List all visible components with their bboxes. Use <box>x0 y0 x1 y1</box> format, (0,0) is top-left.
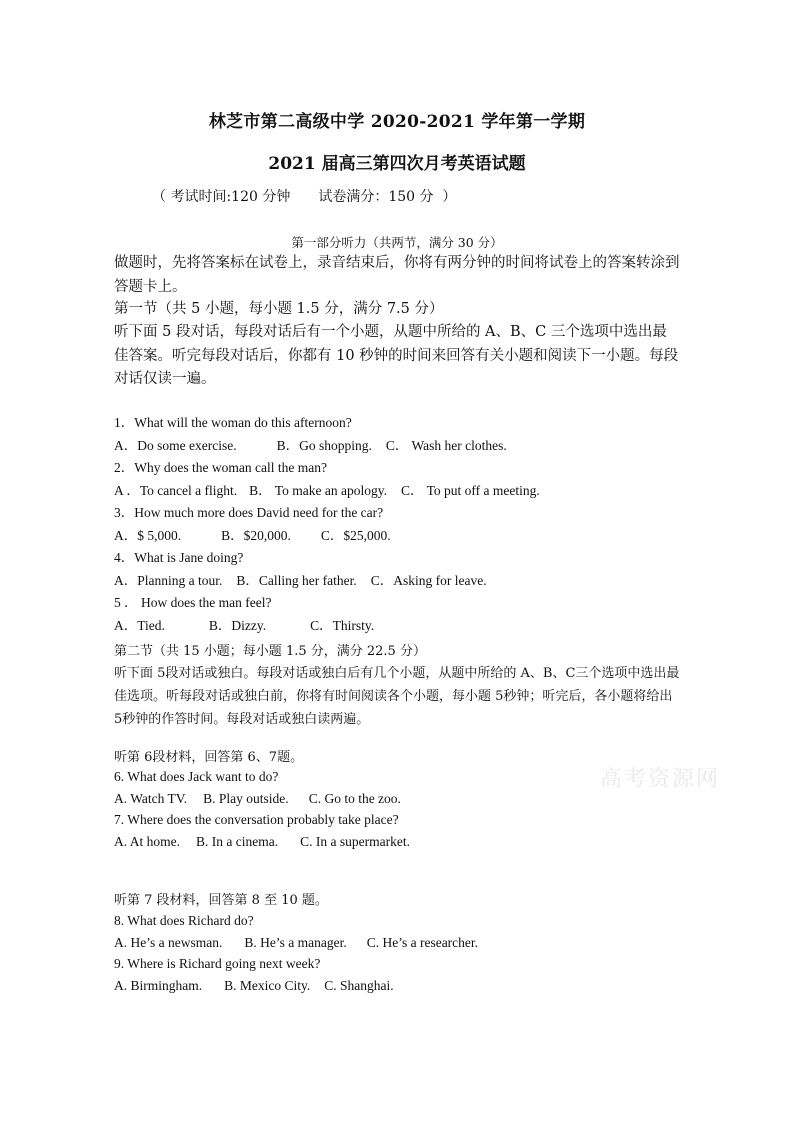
option-b: B．Dizzy. <box>208 617 267 633</box>
option-row <box>114 615 680 638</box>
option-b: B. He’s a manager. <box>244 934 347 950</box>
material7-questions <box>114 910 680 996</box>
question-stem: 2．Why does the woman call the man? <box>114 460 327 475</box>
option-c: C． To put off a meeting. <box>400 482 540 498</box>
question-stem: 4．What is Jane doing? <box>114 550 244 565</box>
part1-instruction: 做题时，先将答案标在试卷上，录音结束后，你将有两分钟的时间将试卷上的答案转涂到答题卡上。 <box>114 255 680 295</box>
option-a: A．Tied. <box>114 617 165 633</box>
option-c: C. In a supermarket. <box>300 833 410 849</box>
option-a: A．$ 5,000. <box>114 527 182 543</box>
material6-heading: 听第 6段材料，回答第 6、7题。 <box>114 750 304 765</box>
question-stem: 8. What does Richard do? <box>114 913 254 928</box>
part1-heading: 第一部分听力（共两节，满分 30 分） <box>291 235 503 250</box>
option-c: C. He’s a researcher. <box>366 934 479 950</box>
option-a: A．Planning a tour. <box>114 572 223 588</box>
option-b: B. In a cinema. <box>196 833 279 849</box>
section2-heading: 第二节（共 15 小题；每小题 1.5 分，满分 22.5 分） <box>114 644 426 659</box>
exam-title-school: 林芝市第二高级中学 2020-2021 学年第一学期 <box>208 112 586 132</box>
option-c: C． Wash her clothes. <box>385 437 507 453</box>
option-row <box>114 831 680 853</box>
option-a: A. Birmingham. <box>114 977 203 993</box>
option-row <box>114 975 680 997</box>
option-a: A ．To cancel a flight. <box>114 482 238 498</box>
material6-questions <box>114 766 680 852</box>
option-c: C．$25,000. <box>320 527 391 543</box>
material7-heading: 听第 7 段材料，回答第 8 至 10 题。 <box>114 893 328 908</box>
option-b: B．Go shopping. <box>276 437 372 453</box>
full-score: 试卷满分：150 分 ） <box>318 189 457 205</box>
option-row <box>114 932 680 954</box>
option-a: A．Do some exercise. <box>114 437 237 453</box>
option-b: B．$20,000. <box>221 527 291 543</box>
question-stem: 3．How much more does David need for the car? <box>114 505 384 520</box>
exam-title-exam: 2021 届高三第四次月考英语试题 <box>268 154 526 174</box>
question-stem: 1．What will the woman do this afternoon? <box>114 415 352 430</box>
option-b: B. Mexico City. <box>224 977 311 993</box>
option-row <box>114 525 680 548</box>
option-row <box>114 435 680 458</box>
option-a: A. He’s a newsman. <box>114 934 223 950</box>
option-row <box>114 570 680 593</box>
exam-time: （ 考试时间:120 分钟 <box>152 189 291 205</box>
option-row <box>114 788 680 810</box>
option-b: B．Calling her father. <box>236 572 357 588</box>
question-stem: 9. Where is Richard going next week? <box>114 956 321 971</box>
option-a: A. At home. <box>114 833 180 849</box>
option-c: C. Go to the zoo. <box>308 790 401 806</box>
question-stem: 7. Where does the conversation probably take place? <box>114 812 399 827</box>
option-c: C．Asking for leave. <box>370 572 487 588</box>
option-a: A. Watch TV. <box>114 790 188 806</box>
option-c: C. Shanghai. <box>324 977 394 993</box>
exam-meta <box>152 186 484 206</box>
option-c: C．Thirsty. <box>310 617 375 633</box>
option-b: B. Play outside. <box>203 790 289 806</box>
questions-1-5 <box>114 412 680 637</box>
section1-heading: 第一节（共 5 小题，每小题 1.5 分，满分 7.5 分） <box>114 301 444 317</box>
watermark: 高考资源网 <box>600 767 721 792</box>
question-stem: 5 ． How does the man feel? <box>114 595 272 610</box>
section1-instruction: 听下面 5 段对话，每段对话后有一个小题，从题中所给的 A、B、C 三个选项中选出最佳答案。听完每段对话后，你都有 10 秒钟的时间来回答有关小题和阅读下一小题。每段对话仅读一遍。 <box>114 324 679 387</box>
section2-instruction: 听下面 5段对话或独白。每段对话或独白后有几个小题，从题中所给的 A、B、C三个选项中选出最佳选项。听每段对话或独白前，你将有时间阅读各个小题，每小题 5秒钟；听完后，各小题将给出 5秒钟的作答时间。每段对话或独白读两遍。 <box>114 666 680 727</box>
option-b: B． To make an apology. <box>249 482 387 498</box>
option-row <box>114 480 680 503</box>
question-stem: 6. What does Jack want to do? <box>114 769 279 784</box>
